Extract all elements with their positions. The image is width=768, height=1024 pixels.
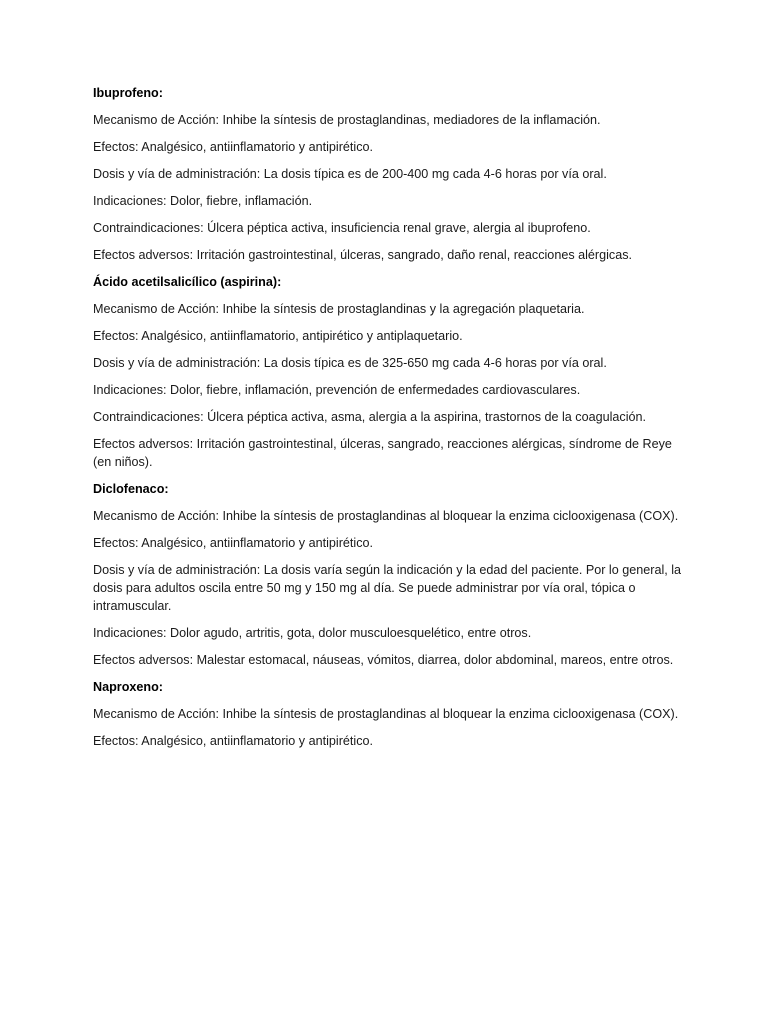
paragraph-mecanismo: Mecanismo de Acción: Inhibe la síntesis de prostaglandinas, mediadores de la inflamación. [93, 113, 601, 127]
paragraph-dosis: Dosis y vía de administración: La dosis varía según la indicación y la edad del paciente. Por lo general, la dosis para adultos oscila entre 50 mg y 150 mg al día. Se puede administrar por vía oral, tópica o intramuscular. [93, 563, 682, 613]
paragraph-efectos: Efectos: Analgésico, antiinflamatorio y antipirético. [93, 140, 374, 154]
section-aspirina [93, 273, 683, 471]
paragraph-efectos-adversos: Efectos adversos: Irritación gastrointestinal, úlceras, sangrado, daño renal, reacciones alérgicas. [93, 248, 633, 262]
paragraph-mecanismo: Mecanismo de Acción: Inhibe la síntesis de prostaglandinas al bloquear la enzima ciclooxigenasa (COX). [93, 707, 679, 721]
paragraph-indicaciones: Indicaciones: Dolor, fiebre, inflamación, prevención de enfermedades cardiovasculares. [93, 383, 581, 397]
paragraph-indicaciones: Indicaciones: Dolor, fiebre, inflamación. [93, 194, 313, 208]
section-title: Ácido acetilsalicílico (aspirina): [93, 275, 282, 289]
paragraph-mecanismo: Mecanismo de Acción: Inhibe la síntesis de prostaglandinas al bloquear la enzima ciclooxigenasa (COX). [93, 509, 679, 523]
paragraph-dosis: Dosis y vía de administración: La dosis típica es de 325-650 mg cada 4-6 horas por vía oral. [93, 356, 607, 370]
section-diclofenaco [93, 480, 683, 669]
paragraph-efectos: Efectos: Analgésico, antiinflamatorio, antipirético y antiplaquetario. [93, 329, 463, 343]
paragraph-contraindicaciones: Contraindicaciones: Úlcera péptica activa, asma, alergia a la aspirina, trastornos de la coagulación. [93, 410, 647, 424]
section-naproxeno [93, 678, 683, 750]
section-title: Ibuprofeno: [93, 86, 163, 100]
section-title: Diclofenaco: [93, 482, 169, 496]
paragraph-efectos-adversos: Efectos adversos: Irritación gastrointestinal, úlceras, sangrado, reacciones alérgicas, síndrome de Reye (en niños). [93, 437, 672, 469]
paragraph-efectos: Efectos: Analgésico, antiinflamatorio y antipirético. [93, 734, 374, 748]
section-title: Naproxeno: [93, 680, 163, 694]
paragraph-dosis: Dosis y vía de administración: La dosis típica es de 200-400 mg cada 4-6 horas por vía oral. [93, 167, 607, 181]
paragraph-contraindicaciones: Contraindicaciones: Úlcera péptica activa, insuficiencia renal grave, alergia al ibuprofeno. [93, 221, 591, 235]
section-ibuprofeno [93, 84, 683, 264]
paragraph-efectos: Efectos: Analgésico, antiinflamatorio y antipirético. [93, 536, 374, 550]
paragraph-efectos-adversos: Efectos adversos: Malestar estomacal, náuseas, vómitos, diarrea, dolor abdominal, mareos, entre otros. [93, 653, 674, 667]
paragraph-mecanismo: Mecanismo de Acción: Inhibe la síntesis de prostaglandinas y la agregación plaquetaria. [93, 302, 585, 316]
paragraph-indicaciones: Indicaciones: Dolor agudo, artritis, gota, dolor musculoesquelético, entre otros. [93, 626, 532, 640]
document-body [93, 84, 683, 759]
